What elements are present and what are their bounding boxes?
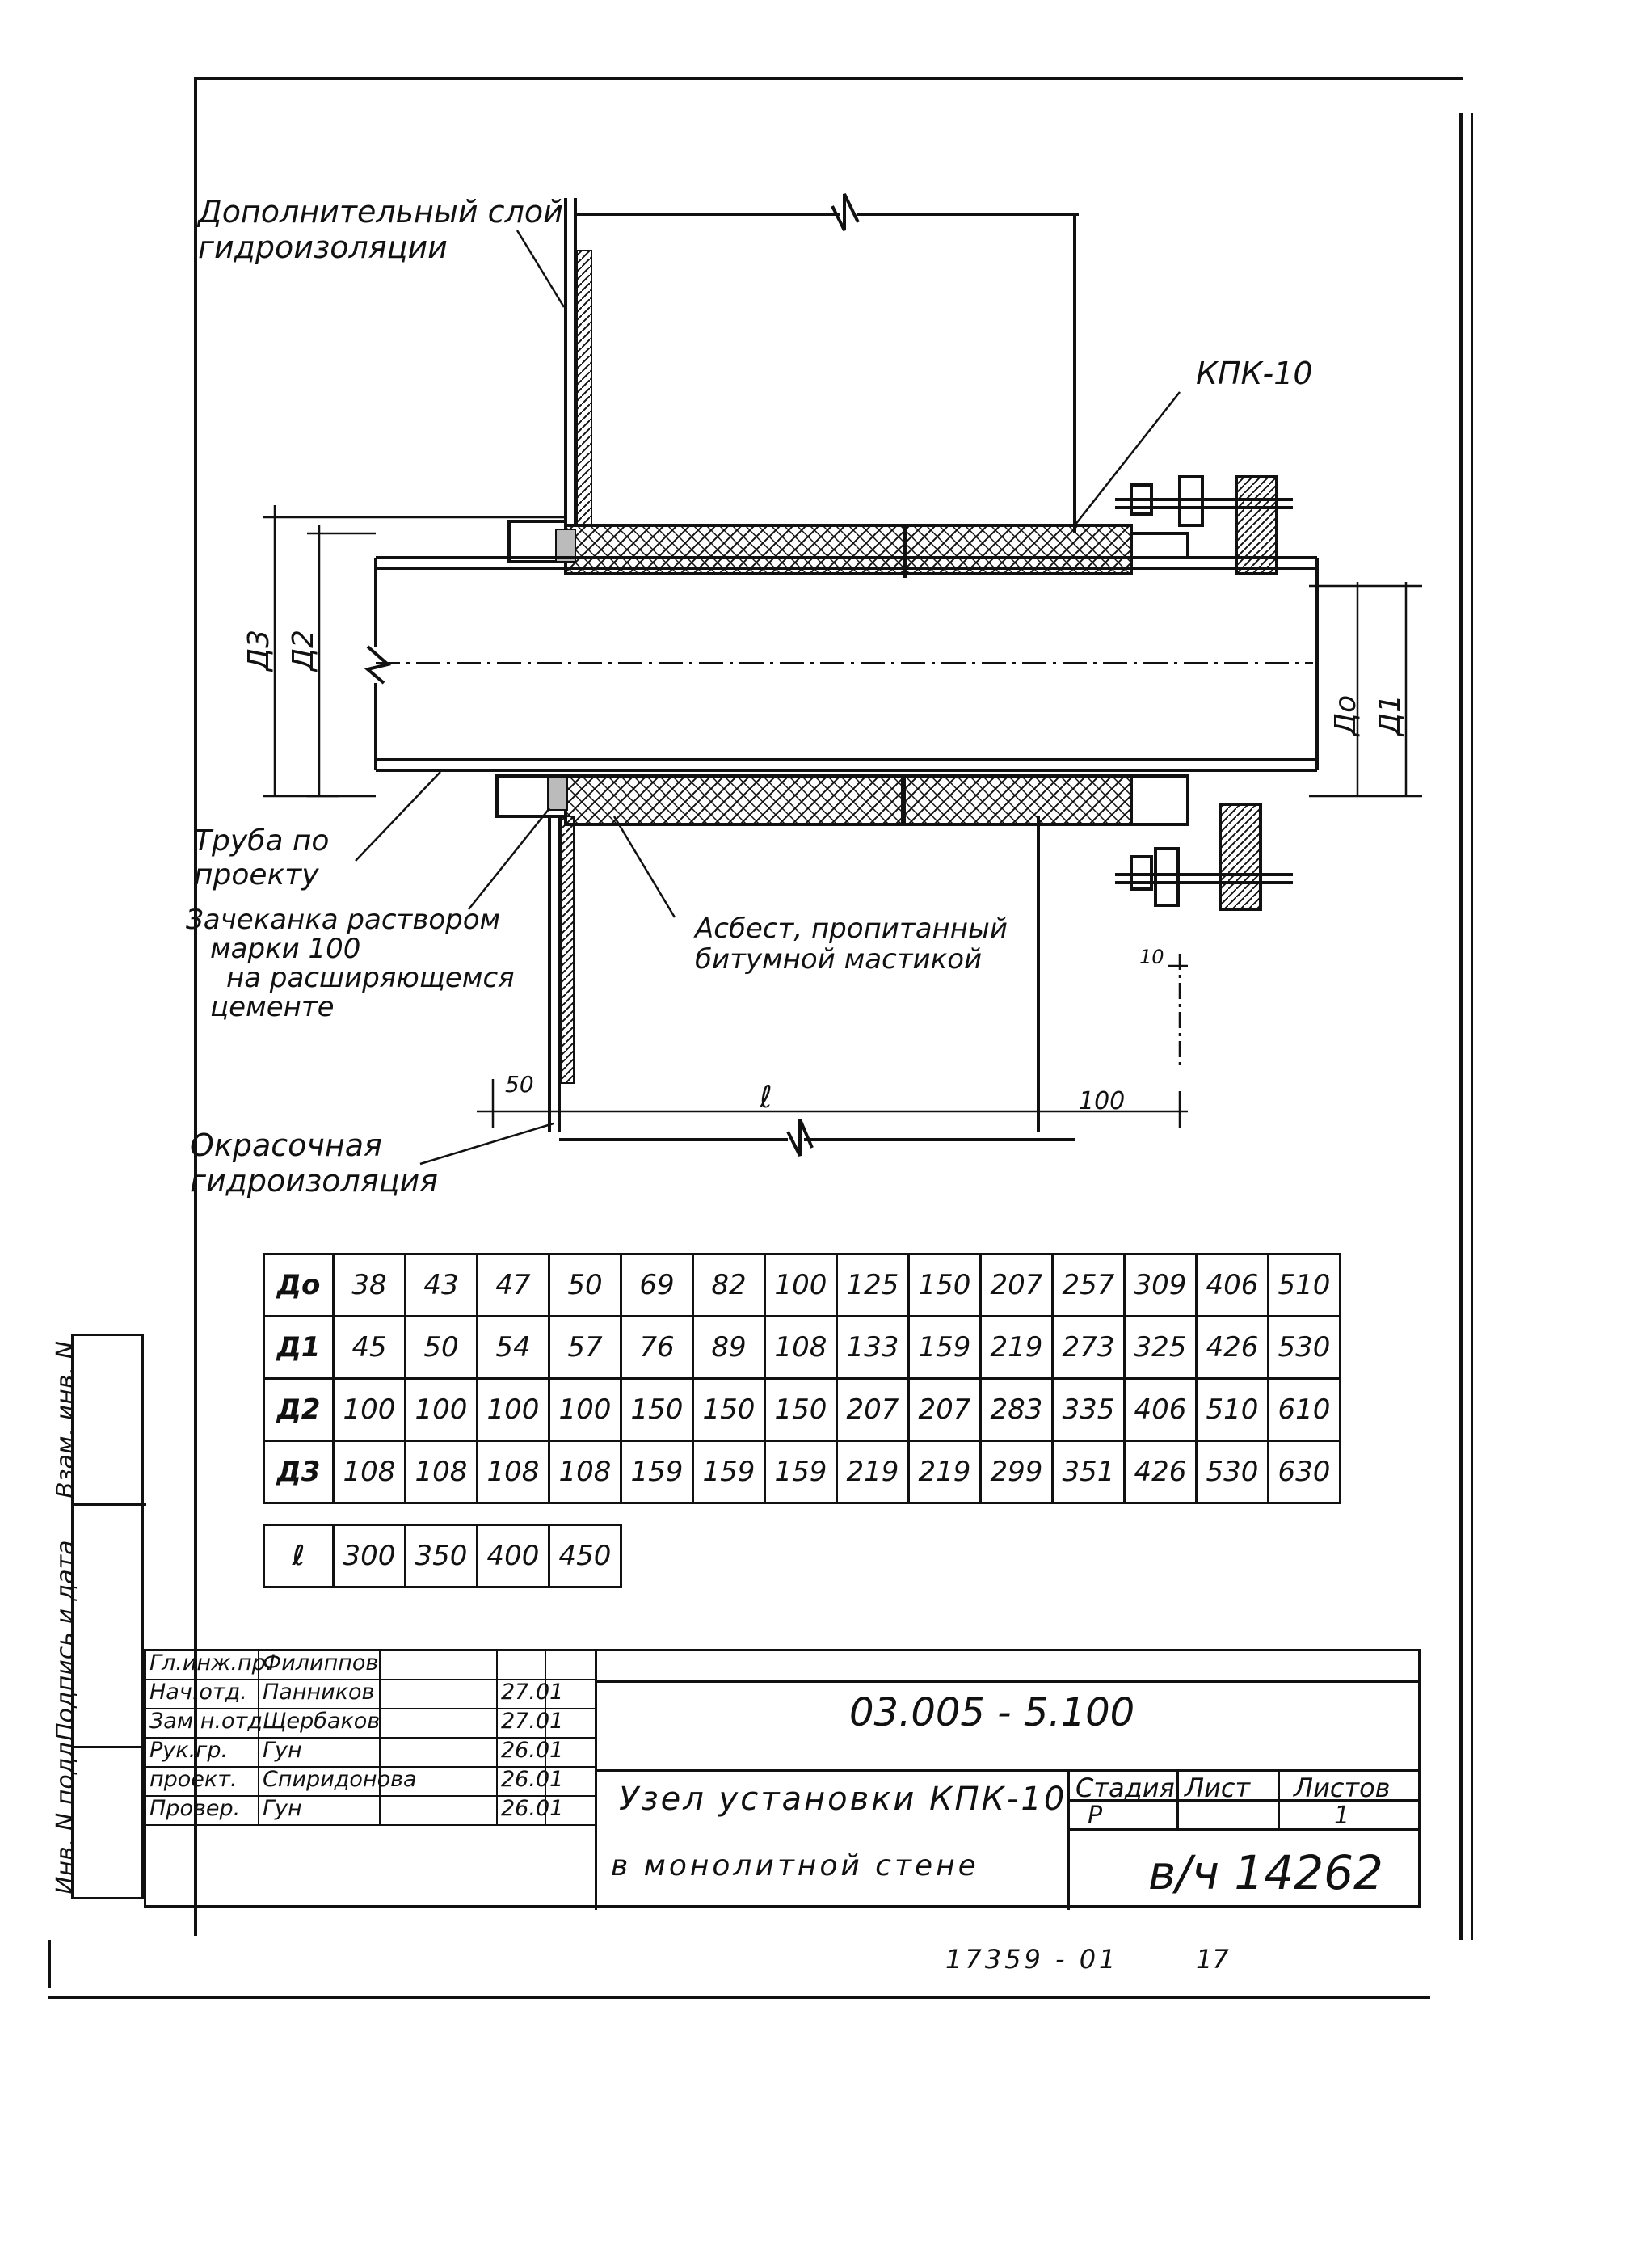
table-cell: 510 xyxy=(1197,1379,1269,1441)
title-block-name: Гун xyxy=(259,1739,381,1766)
table-cell: 159 xyxy=(621,1441,693,1503)
table-cell: 108 xyxy=(406,1441,478,1503)
organization: в/ч 14262 xyxy=(1148,1845,1383,1900)
label-asbestos xyxy=(695,913,1008,975)
page-number: 17 xyxy=(1196,1944,1229,1975)
table-cell: 108 xyxy=(549,1441,621,1503)
title-block-row xyxy=(146,1739,595,1768)
table-cell: 100 xyxy=(549,1379,621,1441)
label-paint-waterproof-line1: Окрасочная xyxy=(190,1128,382,1163)
table-row xyxy=(264,1254,1341,1317)
table-cell: 108 xyxy=(765,1317,837,1379)
table-cell: 89 xyxy=(693,1317,765,1379)
table-cell: 207 xyxy=(837,1379,909,1441)
title-block-divider xyxy=(1176,1769,1179,1828)
label-asbestos-line2: битумной мастикой xyxy=(695,943,983,976)
table-cell: 325 xyxy=(1125,1317,1197,1379)
row-label: Д1 xyxy=(264,1317,334,1379)
label-kpk: КПК-10 xyxy=(1196,356,1313,391)
title-block-role: Провер. xyxy=(146,1797,259,1824)
label-extra-waterproof xyxy=(198,194,563,265)
table-cell: 406 xyxy=(1125,1379,1197,1441)
table-cell: 283 xyxy=(981,1379,1053,1441)
stage-value: Р xyxy=(1088,1802,1103,1830)
table-cell: 69 xyxy=(621,1254,693,1317)
table-cell: 406 xyxy=(1197,1254,1269,1317)
title-block-date xyxy=(498,1651,546,1679)
table-cell: 150 xyxy=(693,1379,765,1441)
stage-header: Стадия xyxy=(1075,1773,1175,1803)
table-cell: 219 xyxy=(909,1441,981,1503)
dim-d0: До xyxy=(1329,694,1362,736)
table-cell: 150 xyxy=(765,1379,837,1441)
title-block-sign xyxy=(381,1680,498,1708)
title-block-role: Нач.отд. xyxy=(146,1680,259,1708)
length-value: 400 xyxy=(478,1525,549,1587)
sheet-header: Лист xyxy=(1185,1773,1251,1803)
title-block-divider xyxy=(595,1651,597,1910)
table-cell: 47 xyxy=(478,1254,549,1317)
table-cell: 159 xyxy=(765,1441,837,1503)
side-cell-signature xyxy=(52,1506,146,1748)
table-cell: 50 xyxy=(549,1254,621,1317)
title-block-sign xyxy=(381,1768,498,1795)
table-cell: 273 xyxy=(1053,1317,1125,1379)
sheets-header: Листов xyxy=(1294,1773,1391,1803)
title-line2: в монолитной стене xyxy=(611,1849,979,1882)
table-cell: 150 xyxy=(621,1379,693,1441)
kpk-flange-bottom xyxy=(1115,776,1293,909)
table-cell: 207 xyxy=(981,1254,1053,1317)
caulking-bottom xyxy=(548,778,567,810)
table-row xyxy=(264,1317,1341,1379)
title-block-line xyxy=(595,1680,1418,1683)
table-cell: 100 xyxy=(765,1254,837,1317)
dimension-lines-right xyxy=(1168,582,1422,1067)
title-block-row xyxy=(146,1709,595,1739)
title-block-row xyxy=(146,1768,595,1797)
table-cell: 257 xyxy=(1053,1254,1125,1317)
bottom-left-mark xyxy=(48,1940,51,1988)
sheets-value: 1 xyxy=(1334,1802,1350,1830)
table-cell: 610 xyxy=(1269,1379,1341,1441)
length-label: ℓ xyxy=(264,1525,334,1587)
table-cell: 159 xyxy=(693,1441,765,1503)
side-cell-label: Подпись и дата xyxy=(52,1540,80,1741)
dim-l: ℓ xyxy=(760,1079,772,1115)
table-cell: 335 xyxy=(1053,1379,1125,1441)
title-block-line xyxy=(1067,1828,1418,1831)
dim-d2: Д2 xyxy=(287,629,320,671)
doc-code: 03.005 - 5.100 xyxy=(849,1690,1135,1735)
title-block-date: 27.01 xyxy=(498,1709,546,1737)
dim-10: 10 xyxy=(1139,946,1164,968)
bottom-rule xyxy=(48,1996,1430,1999)
title-block-name: Гун xyxy=(259,1797,381,1824)
title-block-row xyxy=(146,1680,595,1709)
table-cell: 530 xyxy=(1269,1317,1341,1379)
table-cell: 426 xyxy=(1197,1317,1269,1379)
dimensions-table-body xyxy=(264,1254,1341,1503)
table-cell: 100 xyxy=(406,1379,478,1441)
table-cell: 82 xyxy=(693,1254,765,1317)
title-block-name: Панников xyxy=(259,1680,381,1708)
table-cell: 150 xyxy=(909,1254,981,1317)
table-cell: 43 xyxy=(406,1254,478,1317)
title-block-sign xyxy=(381,1651,498,1679)
title-block-row xyxy=(146,1651,595,1680)
table-cell: 351 xyxy=(1053,1441,1125,1503)
side-cell-label: Инв. N подл. xyxy=(52,1734,80,1895)
dimensions-table xyxy=(263,1253,1341,1504)
title-block-row xyxy=(146,1797,595,1826)
side-cell-inv-original xyxy=(52,1734,146,1899)
table-row xyxy=(264,1525,621,1587)
title-block xyxy=(144,1649,1421,1908)
title-block-role: Зам.н.отд. xyxy=(146,1709,259,1737)
table-row xyxy=(264,1379,1341,1441)
table-cell: 100 xyxy=(334,1379,406,1441)
wall-top xyxy=(566,194,1079,533)
table-cell: 108 xyxy=(478,1441,549,1503)
title-block-role: Гл.инж.пр. xyxy=(146,1651,259,1679)
table-cell: 108 xyxy=(334,1441,406,1503)
title-block-name: Спиридонова xyxy=(259,1768,381,1795)
table-cell: 309 xyxy=(1125,1254,1197,1317)
label-paint-waterproof xyxy=(190,1128,438,1199)
table-cell: 530 xyxy=(1197,1441,1269,1503)
title-block-date: 27.01 xyxy=(498,1680,546,1708)
label-extra-waterproof-line1: Дополнительный слой xyxy=(198,194,563,230)
label-pipe xyxy=(194,824,329,892)
table-cell: 54 xyxy=(478,1317,549,1379)
table-cell: 76 xyxy=(621,1317,693,1379)
title-block-role: Рук.гр. xyxy=(146,1739,259,1766)
title-block-date: 26.01 xyxy=(498,1739,546,1766)
title-block-sign xyxy=(381,1709,498,1737)
table-cell: 38 xyxy=(334,1254,406,1317)
table-cell: 207 xyxy=(909,1379,981,1441)
title-line1: Узел установки КПК-10 xyxy=(619,1781,1067,1818)
label-paint-waterproof-line2: гидроизоляция xyxy=(190,1163,439,1199)
title-block-role: проект. xyxy=(146,1768,259,1795)
pipe xyxy=(368,558,1317,770)
leader-lines xyxy=(356,230,1180,1164)
label-caulking-line4: цементе xyxy=(210,991,335,1023)
dim-d1: Д1 xyxy=(1374,693,1407,736)
title-block-line xyxy=(595,1769,1418,1772)
title-block-name: Щербаков xyxy=(259,1709,381,1737)
table-cell: 50 xyxy=(406,1317,478,1379)
row-label: До xyxy=(264,1254,334,1317)
label-caulking-line2: марки 100 xyxy=(210,933,361,965)
table-cell: 125 xyxy=(837,1254,909,1317)
dim-d3: Д3 xyxy=(242,629,276,671)
title-block-name: Филиппов xyxy=(259,1651,381,1679)
table-cell: 426 xyxy=(1125,1441,1197,1503)
title-block-divider xyxy=(1278,1769,1280,1828)
table-cell: 630 xyxy=(1269,1441,1341,1503)
title-block-divider xyxy=(1067,1769,1070,1910)
side-cell-label: Взам. инв. N xyxy=(52,1341,80,1499)
label-asbestos-line1: Асбест, пропитанный xyxy=(695,913,1008,945)
dim-100: 100 xyxy=(1079,1087,1126,1115)
side-strip xyxy=(52,1334,144,1899)
table-cell: 133 xyxy=(837,1317,909,1379)
length-value: 450 xyxy=(549,1525,621,1587)
table-cell: 299 xyxy=(981,1441,1053,1503)
row-label: Д3 xyxy=(264,1441,334,1503)
label-pipe-line2: проекту xyxy=(194,858,319,892)
label-caulking-line3: на расширяющемся xyxy=(226,962,515,994)
title-block-sign xyxy=(381,1739,498,1766)
title-block-date: 26.01 xyxy=(498,1768,546,1795)
label-caulking xyxy=(186,905,515,1022)
insulation-bottom xyxy=(566,776,1131,824)
row-label: Д2 xyxy=(264,1379,334,1441)
label-extra-waterproof-line2: гидроизоляции xyxy=(198,230,448,265)
table-cell: 100 xyxy=(478,1379,549,1441)
table-cell: 510 xyxy=(1269,1254,1341,1317)
table-cell: 57 xyxy=(549,1317,621,1379)
side-cell-replace-inv xyxy=(52,1336,146,1506)
table-cell: 159 xyxy=(909,1317,981,1379)
table-cell: 219 xyxy=(837,1441,909,1503)
table-cell: 45 xyxy=(334,1317,406,1379)
length-table xyxy=(263,1524,622,1588)
label-pipe-line1: Труба по xyxy=(194,824,330,858)
dim-50: 50 xyxy=(505,1071,534,1098)
table-row xyxy=(264,1441,1341,1503)
title-block-date: 26.01 xyxy=(498,1797,546,1824)
table-cell: 219 xyxy=(981,1317,1053,1379)
wall-bottom xyxy=(549,816,1075,1156)
length-value: 350 xyxy=(406,1525,478,1587)
paint-waterproof-layer xyxy=(561,816,574,1083)
length-value: 300 xyxy=(334,1525,406,1587)
label-caulking-line1: Зачеканка раствором xyxy=(186,904,501,936)
extra-waterproof-layer xyxy=(577,251,591,525)
title-block-sign xyxy=(381,1797,498,1824)
archive-number: 17359 - 01 xyxy=(945,1944,1119,1975)
